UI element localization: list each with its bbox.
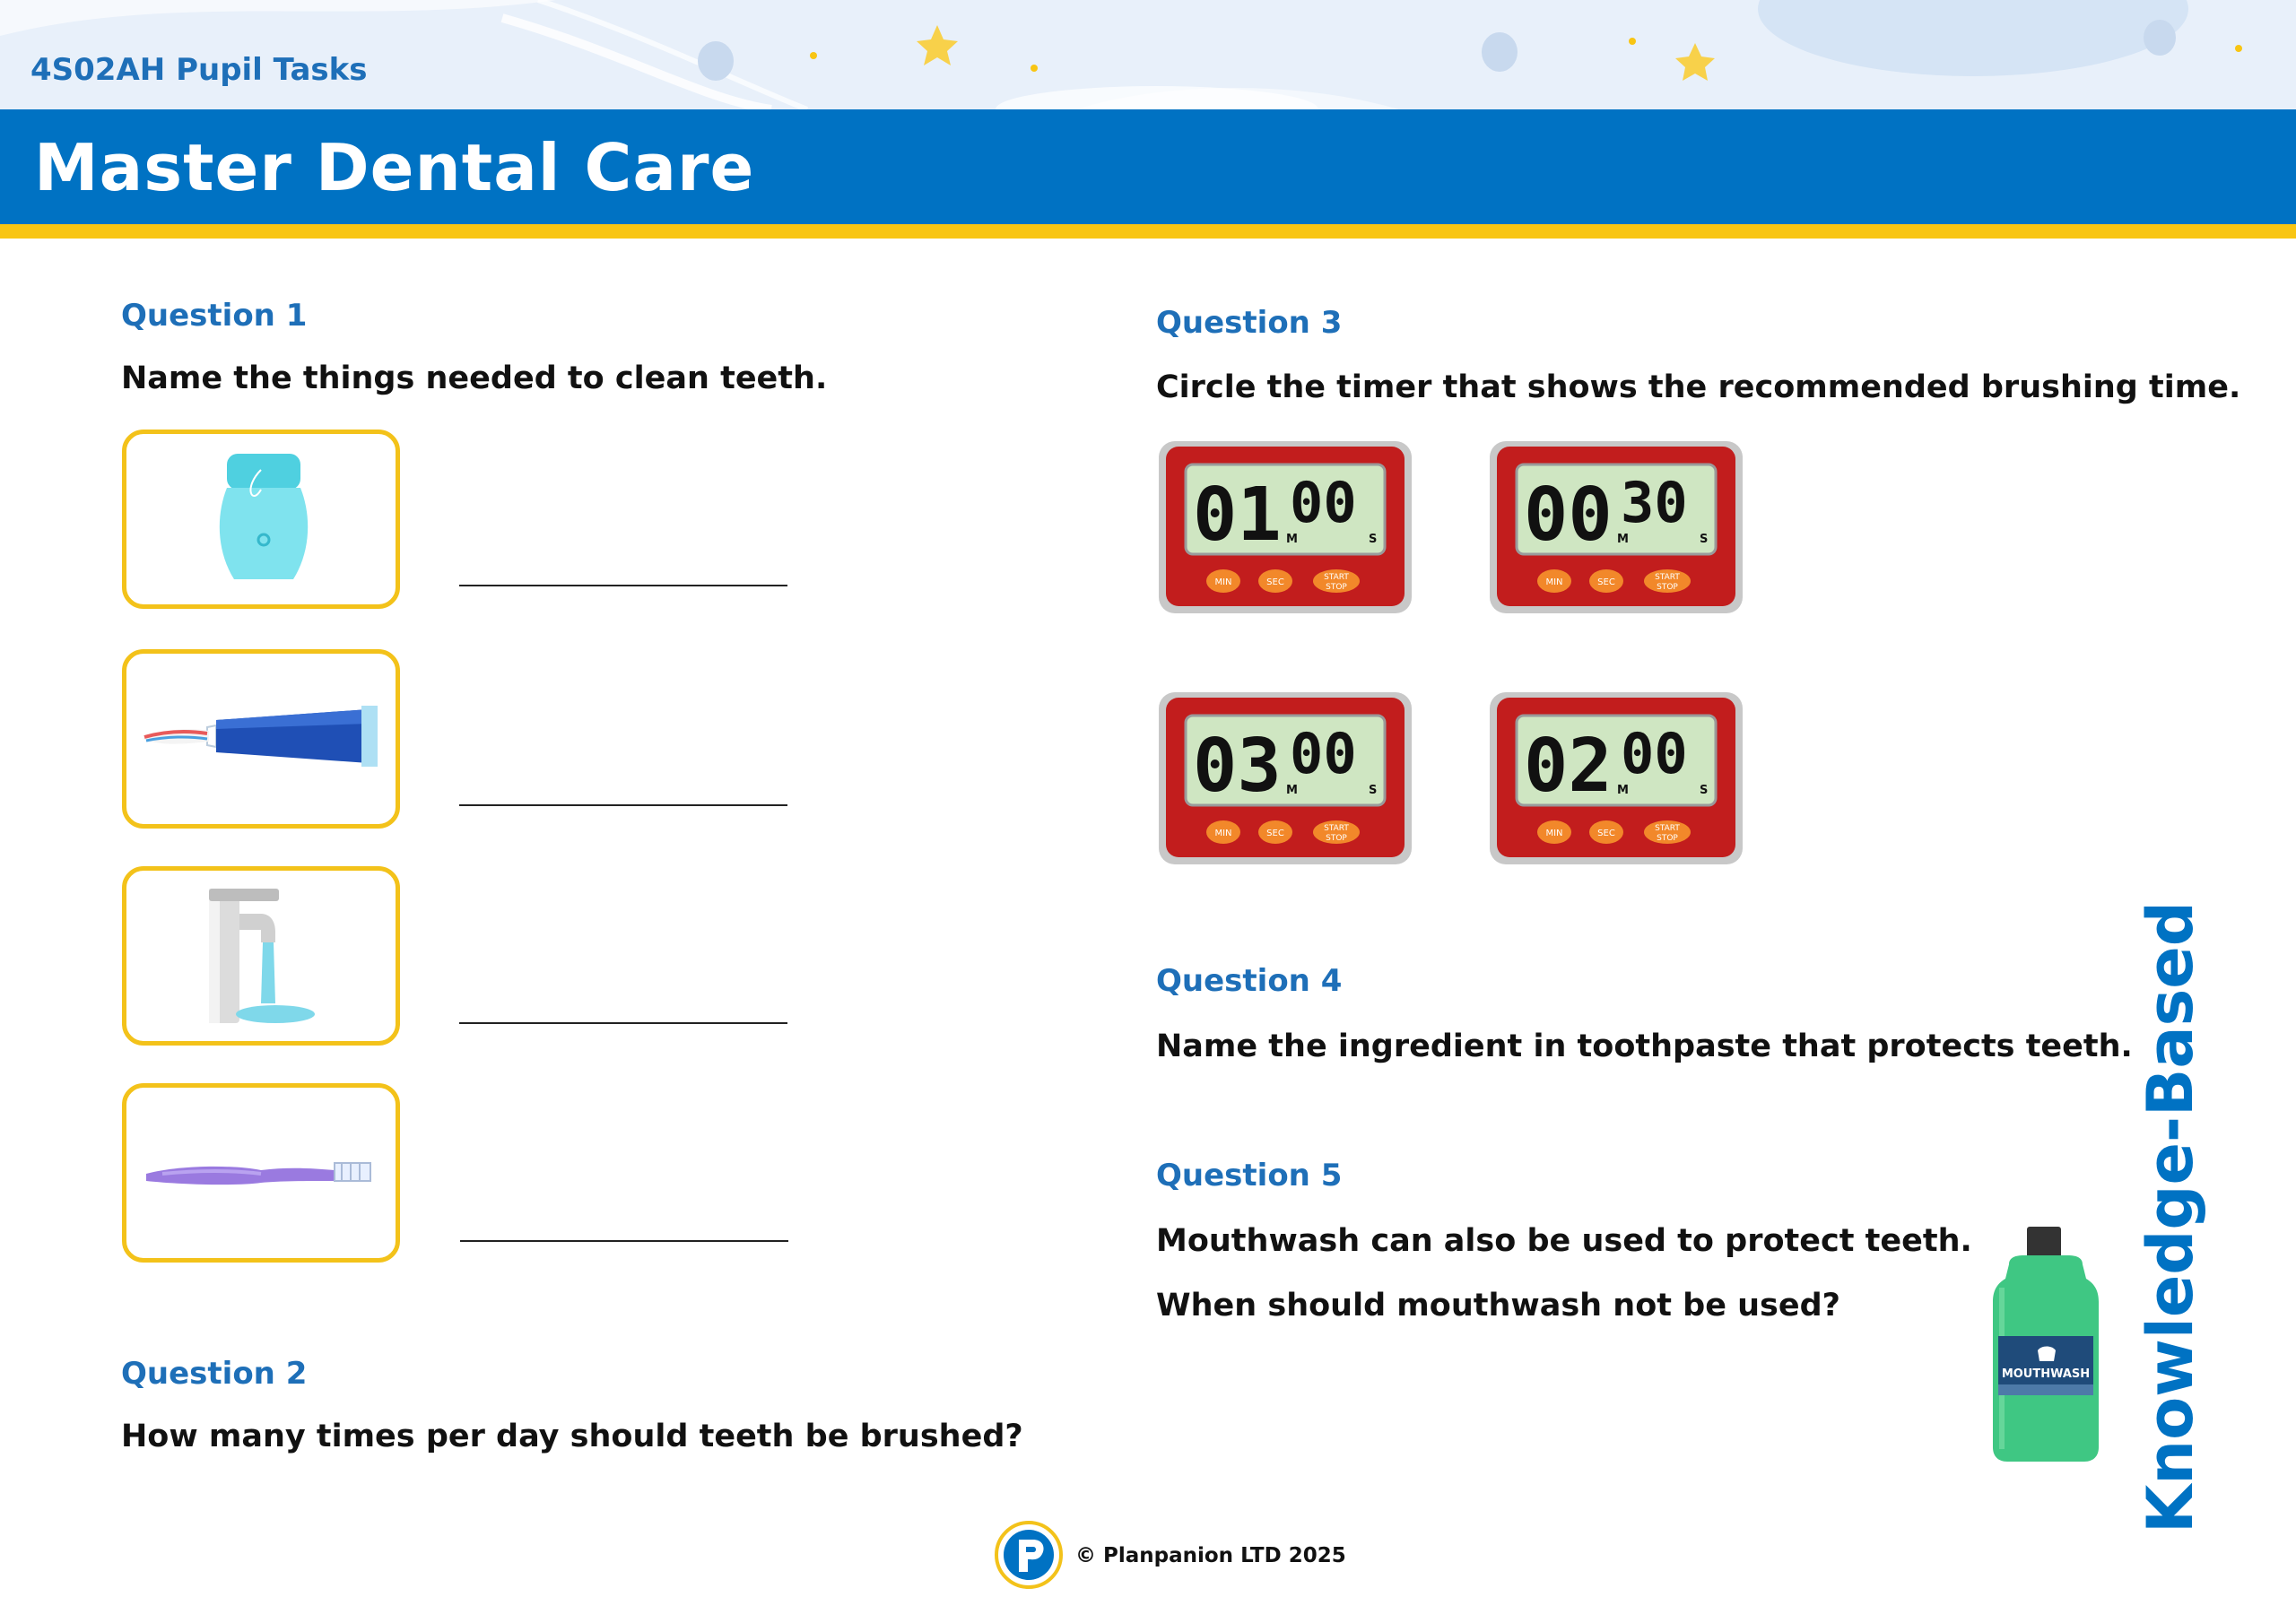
question-5-text-2: When should mouthwash not be used? — [1156, 1288, 1840, 1324]
timer-option-3[interactable] — [1157, 690, 1413, 866]
question-5-text-1: Mouthwash can also be used to protect teeth. — [1156, 1223, 1972, 1259]
side-label-text: Knowledge-Based — [2134, 901, 2207, 1533]
svg-text:SEC: SEC — [1266, 577, 1284, 587]
question-1-heading: Question 1 — [121, 298, 308, 334]
timer-seconds: 30 — [1621, 470, 1688, 535]
answer-line[interactable] — [459, 804, 787, 806]
svg-text:MIN: MIN — [1545, 829, 1563, 838]
svg-text:SEC: SEC — [1266, 829, 1284, 838]
timer-minutes: 03 — [1193, 724, 1282, 809]
svg-text:S: S — [1369, 533, 1378, 546]
svg-text:M: M — [1617, 533, 1629, 546]
mouthwash-label: MOUTHWASH — [2001, 1367, 2091, 1381]
dental-floss-icon — [122, 430, 400, 609]
svg-text:STOP: STOP — [1326, 834, 1347, 843]
timer-minutes: 02 — [1524, 724, 1613, 809]
timer-minutes: 00 — [1524, 473, 1613, 558]
toothpaste-icon — [122, 649, 400, 829]
svg-text:M: M — [1286, 533, 1298, 546]
timer-option-1[interactable] — [1157, 439, 1413, 615]
answer-line[interactable] — [459, 1022, 787, 1024]
question-2-heading: Question 2 — [121, 1356, 308, 1392]
page-title: Master Dental Care — [34, 130, 755, 205]
svg-text:SEC: SEC — [1597, 829, 1615, 838]
question-3-text: Circle the timer that shows the recommended brushing time. — [1156, 369, 2241, 405]
tap-icon — [122, 866, 400, 1046]
svg-text:START: START — [1655, 824, 1680, 833]
svg-text:STOP: STOP — [1657, 583, 1678, 592]
course-code: 4S02AH Pupil Tasks — [30, 52, 368, 88]
question-3-heading: Question 3 — [1156, 305, 1343, 341]
svg-text:STOP: STOP — [1326, 583, 1347, 592]
title-stripe — [0, 224, 2296, 239]
answer-line[interactable] — [459, 585, 787, 586]
svg-text:STOP: STOP — [1657, 834, 1678, 843]
svg-text:START: START — [1655, 573, 1680, 582]
svg-text:MIN: MIN — [1214, 829, 1232, 838]
answer-line[interactable] — [460, 1240, 788, 1242]
question-2-text: How many times per day should teeth be brushed? — [121, 1419, 1023, 1454]
svg-text:SEC: SEC — [1597, 577, 1615, 587]
svg-text:S: S — [1700, 533, 1709, 546]
timer-seconds: 00 — [1621, 721, 1688, 786]
timer-seconds: 00 — [1290, 721, 1357, 786]
svg-text:MIN: MIN — [1545, 577, 1563, 587]
toothbrush-icon — [122, 1083, 400, 1263]
planpanion-logo-icon — [994, 1520, 1064, 1590]
svg-text:START: START — [1324, 573, 1349, 582]
question-5-heading: Question 5 — [1156, 1158, 1343, 1193]
question-1-text: Name the things needed to clean teeth. — [121, 360, 828, 396]
svg-text:M: M — [1617, 784, 1629, 797]
question-4-heading: Question 4 — [1156, 963, 1343, 999]
question-4-text: Name the ingredient in toothpaste that protects teeth. — [1156, 1028, 2133, 1064]
svg-text:S: S — [1700, 784, 1709, 797]
timer-minutes: 01 — [1193, 473, 1282, 558]
timer-seconds: 00 — [1290, 470, 1357, 535]
svg-text:M: M — [1286, 784, 1298, 797]
mouthwash-bottle-icon — [1987, 1225, 2104, 1463]
svg-text:START: START — [1324, 824, 1349, 833]
footer-copyright: © Planpanion LTD 2025 — [1075, 1544, 1346, 1567]
svg-text:MIN: MIN — [1214, 577, 1232, 587]
timer-option-4[interactable] — [1488, 690, 1744, 866]
svg-text:S: S — [1369, 784, 1378, 797]
timer-option-2[interactable] — [1488, 439, 1744, 615]
side-label — [2134, 901, 2207, 1533]
